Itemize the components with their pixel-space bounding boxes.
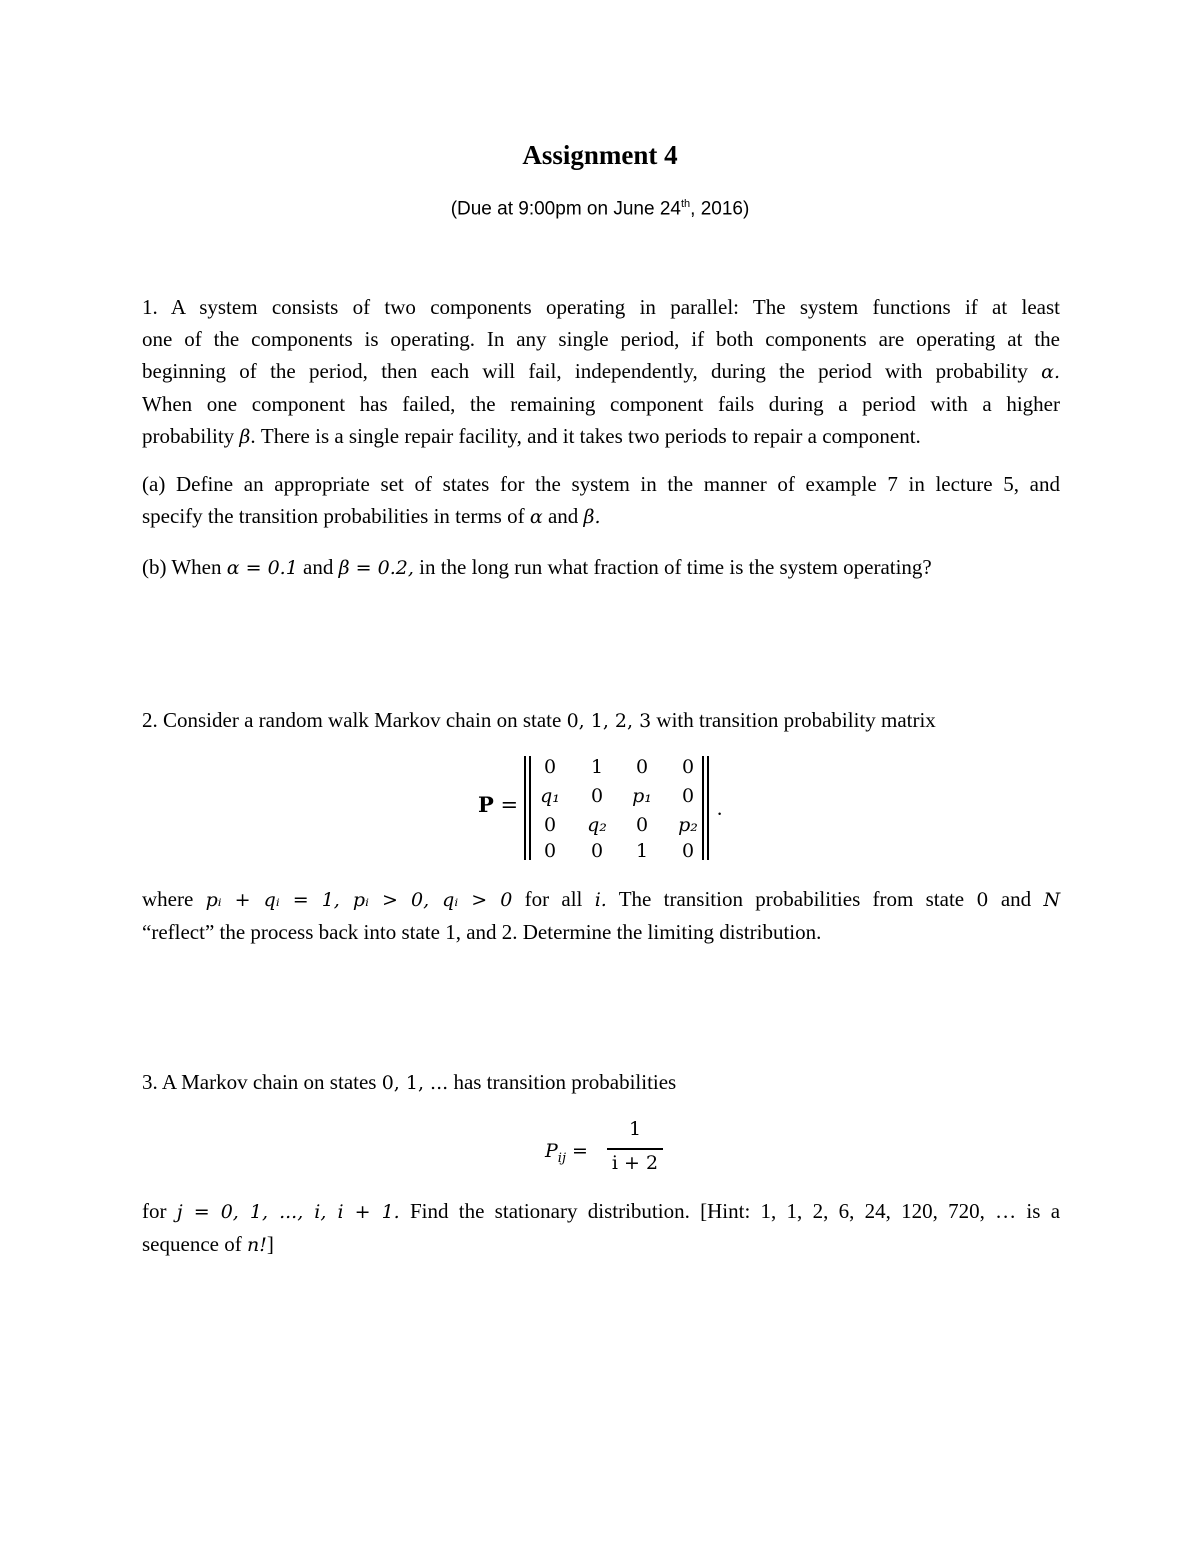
p1-alpha-symbol: α. [1041,361,1060,383]
p3-for-line [142,1195,1060,1228]
problem-2-body [142,883,1060,948]
formula-numerator: 1 [628,1118,642,1140]
problem-3-body [142,1195,1060,1261]
p1-beta-symbol: β [239,426,251,448]
matrix-cell: 0 [635,814,649,836]
due-suffix: , 2016) [690,198,750,220]
p2-where-post: The transition probabilities from state [618,887,965,911]
matrix-cell: 0 [590,840,604,862]
p3-last-line [142,1228,1060,1261]
p1-line-3 [142,355,1060,388]
matrix-cell: q₁ [540,785,560,807]
p3-last-n: n! [246,1234,267,1256]
p1-line-3-text: beginning of the period, then each will fail, independently, during the period with probability [142,359,1028,383]
p2-line-2: “reflect” the process back into state 1, and 2. Determine the limiting distribution. [142,920,822,944]
p1b-post: in the long run what fraction of time is the system operating? [419,555,932,579]
due-prefix: (Due at 9:00pm on June 24 [450,198,681,220]
p1a-alpha: α [529,506,543,528]
matrix-p: P [478,792,494,817]
problem-1-part-b [142,551,1060,584]
p1a-line-2-pre: specify the transition probabilities in terms of [142,504,525,528]
due-date [0,198,1200,220]
p1b-and: and [303,555,334,579]
p2-where-line [142,883,1060,916]
p2-intro-post: with transition probability matrix [656,708,936,732]
p3-last-pre: sequence of [142,1232,242,1256]
matrix-cell: 0 [543,840,557,862]
matrix-period: . [717,796,723,820]
transition-matrix [478,752,738,864]
p1-line-5 [142,420,1060,453]
p3-intro-line [142,1066,1060,1099]
formula-eq: = [572,1140,588,1162]
problem-3-intro [142,1066,1060,1099]
problem-2-intro [142,704,1060,737]
matrix-cell: q₂ [587,814,607,836]
p1-line-5-post: . There is a single repair facility, and it takes two periods to repair a component. [250,424,921,448]
matrix-cell: p₁ [632,785,652,807]
p3-last-post: ] [266,1232,274,1256]
p1b-eq2: β = 0.2, [338,557,414,579]
matrix-cell: 0 [681,756,695,778]
p1a-beta: β. [583,506,601,528]
p1-line-2: one of the components is operating. In any single period, if both components are operating at the [142,327,1060,351]
p1-line-1: 1. A system consists of two components operating in parallel: The system functions if at least [142,295,1060,319]
p3-for-eq: j = 0, 1, ..., i, i + 1. [176,1201,400,1223]
p3-intro-pre: 3. A Markov chain on states [142,1070,377,1094]
matrix-cell: 1 [635,840,649,862]
matrix-cell: 0 [635,756,649,778]
p1b-eq1: α = 0.1 [226,557,298,579]
formula-sub: ij [557,1150,566,1166]
matrix-bar-left-outer [524,756,526,860]
p2-where-zero: 0 [976,889,989,911]
p1-line-5-pre: probability [142,424,235,448]
p2-where-n: N [1043,889,1061,911]
p3-intro-post: has transition probabilities [453,1070,677,1094]
due-sup: th [680,198,691,210]
p2-states: 0, 1, 2, 3 [566,710,652,732]
p3-for-post: Find the stationary distribution. [Hint: 1, 1, 2, 6, 24, 120, 720, … is a [409,1199,1061,1223]
matrix-label [478,792,518,817]
p3-states: 0, 1, ... [381,1072,449,1094]
formula-p: P [545,1140,558,1162]
p2-where-eq: pᵢ + qᵢ = 1, pᵢ > 0, qᵢ > 0 [205,889,513,911]
matrix-cell: 1 [590,756,604,778]
formula-fraction-bar [607,1148,663,1150]
matrix-cell: 0 [590,785,604,807]
p2-intro-pre: 2. Consider a random walk Markov chain on state [142,708,562,732]
formula-lhs [545,1140,588,1166]
p1b-line [142,551,1060,584]
p1-line-4: When one component has failed, the remaining component fails during a period with a higher [142,392,1060,416]
p1a-line-1: (a) Define an appropriate set of states for the system in the manner of example 7 in lecture 5, and [142,472,1060,496]
matrix-cell: 0 [681,785,695,807]
matrix-cell: p₂ [678,814,698,836]
p2-intro-line [142,704,1060,737]
p1a-and: and [547,504,579,528]
p2-where-and: and [1000,887,1032,911]
matrix-cell: 0 [681,840,695,862]
p1a-line-2 [142,500,1060,533]
p2-where-pre: where [142,887,194,911]
p3-for-pre: for [142,1199,167,1223]
p1b-pre: (b) When [142,555,222,579]
transition-formula [545,1118,665,1188]
problem-1-part-a [142,468,1060,533]
problem-1 [142,291,1060,453]
matrix-eq: = [500,793,519,817]
matrix-cell: 0 [543,814,557,836]
formula-denominator: i + 2 [611,1152,659,1174]
p2-where-i: i. [594,889,607,911]
page-title: Assignment 4 [522,140,678,170]
matrix-cell: 0 [543,756,557,778]
p2-where-mid: for all [524,887,583,911]
